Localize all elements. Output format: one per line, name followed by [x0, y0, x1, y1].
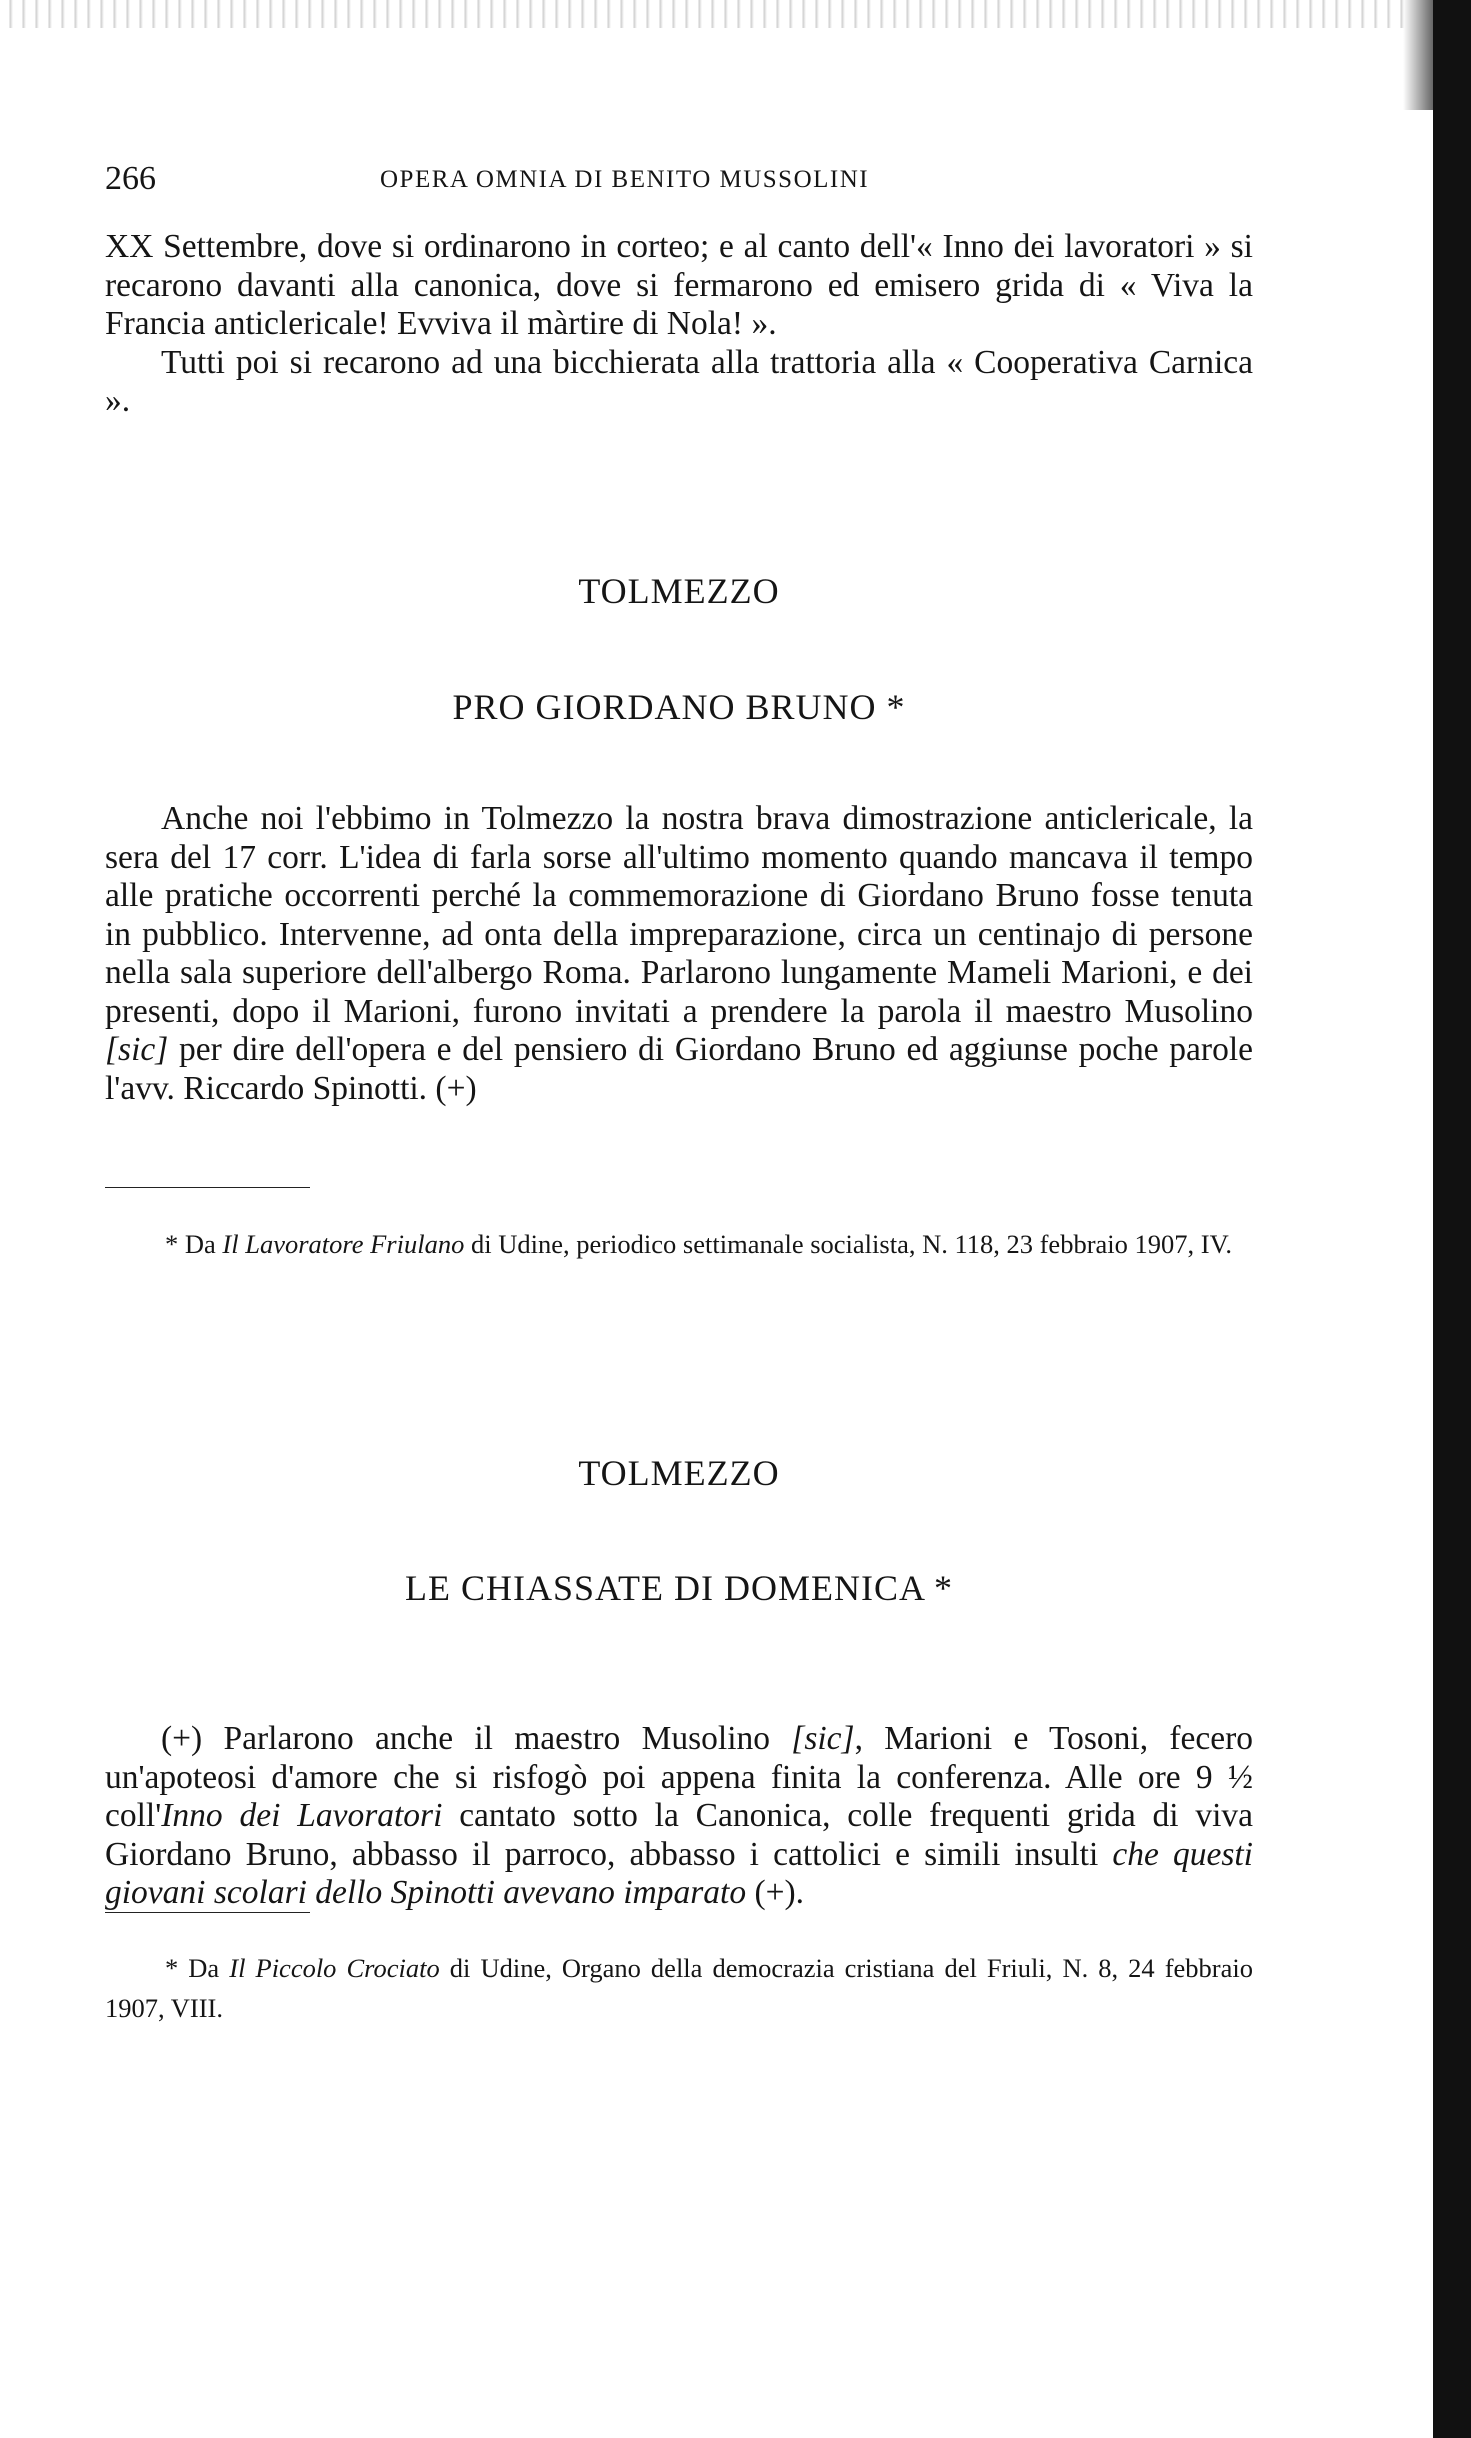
- article-2-place: TOLMEZZO: [578, 1453, 780, 1493]
- article-1-paragraph: [105, 800, 1253, 1108]
- article-1-text-a: Anche noi l'ebbimo in Tolmezzo la nostra brava dimostrazione anticlericale, la sera del 17 corr. L'idea di farla sorse all'ultimo momento quando mancava il tempo alle pratiche occorrenti perché la commemorazione di Giordano Bruno fosse tenuta in pubblico. Intervenne, ad onta della impreparazione, circa un centinajo di persone nella sala superiore dell'albergo Roma. Parlarono lungamente Mameli Marioni, e dei presenti, dopo il Marioni, furono invitati a prendere la parola il maestro Musolino: [105, 800, 1253, 1030]
- page-number: 266: [105, 160, 156, 197]
- footnote-rule: [105, 1912, 310, 1913]
- article-2-paragraph: [105, 1720, 1253, 1913]
- footnote-source: Il Lavoratore Friulano: [222, 1229, 465, 1259]
- footnote-source: Il Piccolo Crociato: [229, 1953, 440, 1983]
- article-1-text-b: per dire dell'opera e del pensiero di Giordano Bruno ed aggiunse poche parole l'avv. Riccardo Spinotti. (+): [105, 1031, 1254, 1107]
- article-1-body: [105, 800, 1253, 1108]
- article-2-text-b: , Marioni e Tosoni, fecero un'apoteosi d'amore che si risfogò poi appena finita la conferenza. Alle ore 9 ½ coll': [105, 1720, 1254, 1834]
- article-2-footnote: [105, 1948, 1253, 2028]
- scan-edge-bar: [1433, 0, 1471, 2438]
- continuation-paragraph: XX Settembre, dove si ordinarono in corteo; e al canto dell'« Inno dei lavoratori » si recarono davanti alla canonica, dove si fermarono ed emisero grida di « Viva la Francia anticlericale! Evviva il màrtire di Nola! ».: [105, 228, 1253, 342]
- article-1-title: PRO GIORDANO BRUNO *: [452, 687, 906, 727]
- article-2-text-d: (+).: [754, 1874, 805, 1911]
- article-2-title: LE CHIASSATE DI DOMENICA *: [405, 1568, 953, 1608]
- footnote-prefix: * Da: [165, 1953, 220, 1983]
- continuation-paragraph: Tutti poi si recarono ad una bicchierata alla trattoria alla « Cooperativa Carnica ».: [105, 343, 1253, 419]
- article-1-place: TOLMEZZO: [578, 571, 780, 611]
- article-1-footnote: [105, 1224, 1253, 1264]
- footnote-prefix: * Da: [165, 1229, 216, 1259]
- footnote-rule: [105, 1187, 310, 1188]
- running-head-title: OPERA OMNIA DI BENITO MUSSOLINI: [380, 166, 870, 193]
- sic-mark: [sic]: [791, 1720, 855, 1757]
- footnote-text: [105, 1948, 1253, 2028]
- article-2-body: [105, 1720, 1253, 1913]
- article-2-text-c: cantato sotto la Canonica, colle frequenti grida di viva Giordano Bruno, abbasso il parroco, abbasso i cattolici e simili insulti: [105, 1797, 1254, 1873]
- running-head: [105, 160, 1265, 204]
- footnote-rest: di Udine, periodico settimanale socialista, N. 118, 23 febbraio 1907, IV.: [470, 1229, 1232, 1259]
- scan-edge-shadow: [1403, 0, 1433, 110]
- scan-noise-top: [0, 0, 1410, 28]
- song-title: Inno dei Lavoratori: [161, 1797, 443, 1834]
- footnote-rest: di Udine, Organo della democrazia cristiana del Friuli, N. 8, 24 febbraio 1907, VIII.: [105, 1953, 1254, 2023]
- quoted-phrase: che questi giovani scolari dello Spinotti avevano imparato: [105, 1835, 1253, 1911]
- footnote-text: [105, 1224, 1253, 1264]
- sic-mark: [sic]: [105, 1031, 169, 1068]
- continuation-text: [105, 228, 1253, 421]
- article-2-text-a: (+) Parlarono anche il maestro Musolino: [161, 1720, 771, 1757]
